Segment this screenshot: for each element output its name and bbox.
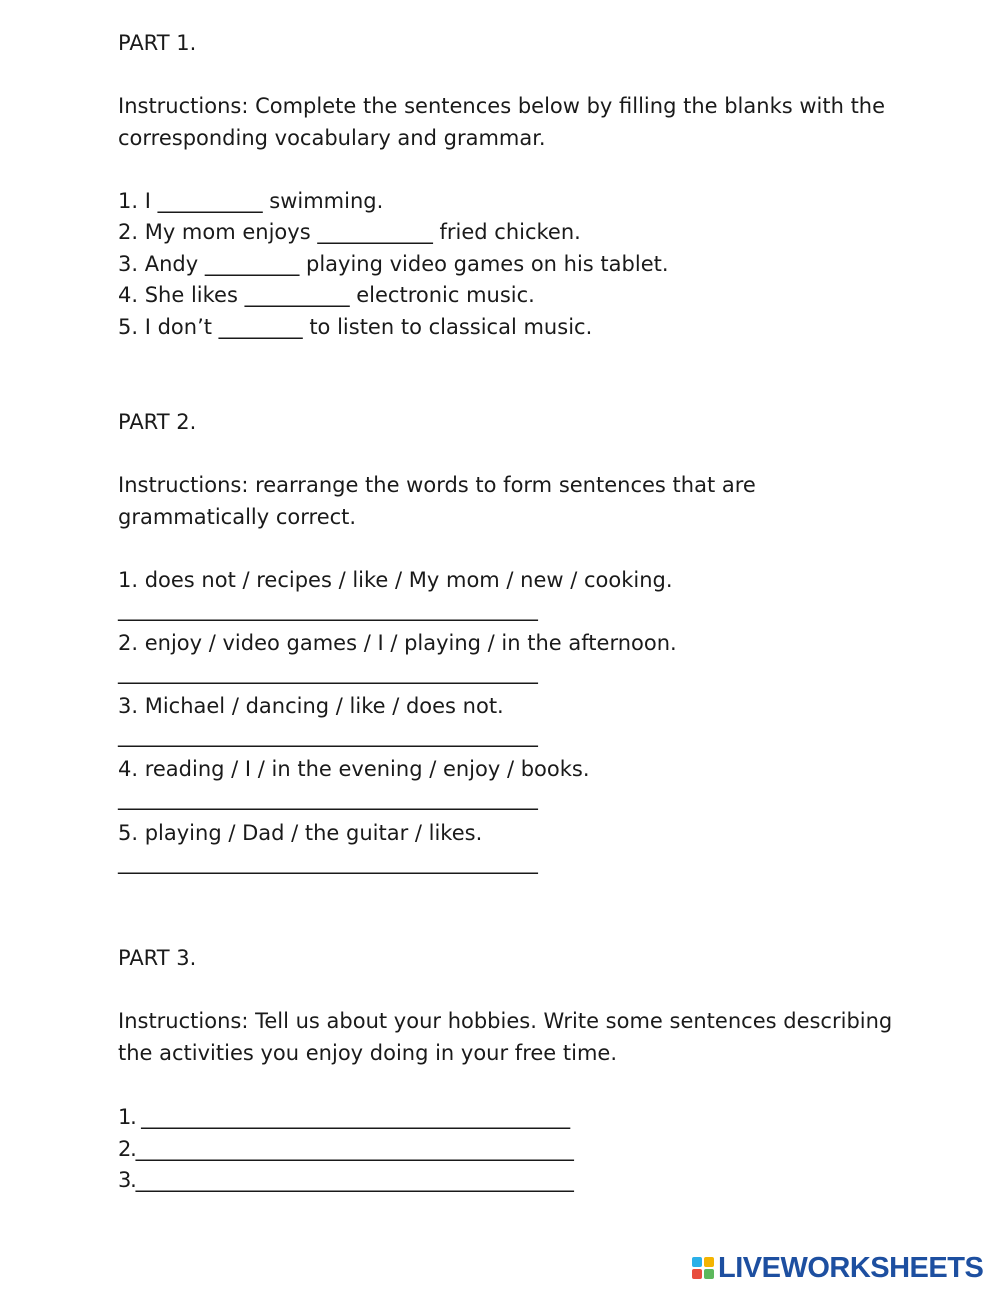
part1-item: 3. Andy _________ playing video games on his tablet.: [118, 252, 669, 276]
part2-item: 1. does not / recipes / like / My mom / new / cooking.: [118, 568, 673, 592]
part2-answer-line: _______________________________________________: [118, 786, 537, 810]
part2-answer-line: _______________________________________________: [118, 850, 537, 874]
logo-text: LIVEWORKSHEETS: [718, 1251, 984, 1284]
part1-instructions-line2: corresponding vocabulary and grammar.: [118, 126, 546, 150]
part3-heading: PART 3.: [118, 946, 197, 970]
part2-heading: PART 2.: [118, 410, 197, 434]
logo-grid-icon: [692, 1257, 714, 1279]
part2-instructions-line2: grammatically correct.: [118, 505, 357, 529]
part3-instructions-line1: Instructions: Tell us about your hobbies. Write some sentences describing: [118, 1009, 893, 1033]
part2-answer-line: _______________________________________________: [118, 660, 537, 684]
part3-answer-line: 3._______________________________________________: [118, 1168, 573, 1192]
part2-answer-line: _______________________________________________: [118, 723, 537, 747]
part3-answer-line: 1. ______________________________________________: [118, 1105, 569, 1129]
part2-item: 4. reading / I / in the evening / enjoy / books.: [118, 757, 590, 781]
part2-item: 5. playing / Dad / the guitar / likes.: [118, 821, 483, 845]
part1-item: 4. She likes __________ electronic music.: [118, 283, 535, 307]
part2-item: 3. Michael / dancing / like / does not.: [118, 694, 504, 718]
part1-item: 2. My mom enjoys ___________ fried chicken.: [118, 220, 581, 244]
part2-item: 2. enjoy / video games / I / playing / in the afternoon.: [118, 631, 677, 655]
part2-answer-line: _______________________________________________: [118, 597, 537, 621]
part1-item: 1. I __________ swimming.: [118, 189, 384, 213]
part1-item: 5. I don’t ________ to listen to classical music.: [118, 315, 593, 339]
part1-heading: PART 1.: [118, 31, 197, 55]
part1-instructions-line1: Instructions: Complete the sentences below by filling the blanks with the: [118, 94, 886, 118]
part3-answer-line: 2._______________________________________________: [118, 1137, 573, 1161]
part3-instructions-line2: the activities you enjoy doing in your free time.: [118, 1041, 618, 1065]
part2-instructions-line1: Instructions: rearrange the words to form sentences that are: [118, 473, 756, 497]
liveworksheets-logo: [692, 1252, 983, 1284]
